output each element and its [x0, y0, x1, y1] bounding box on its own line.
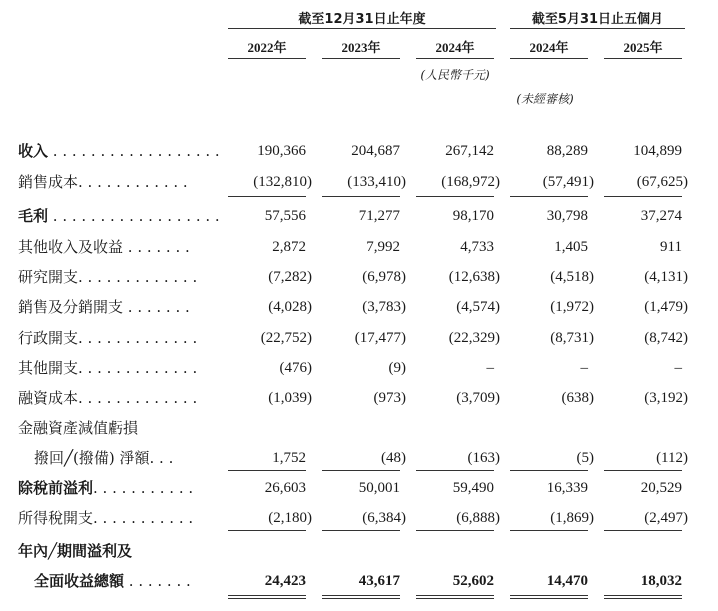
cell-income-tax-2023: (6,384) — [362, 510, 406, 526]
subtotal-rule-2024 — [416, 196, 494, 197]
tax-rule-2025-5m — [604, 530, 682, 531]
cell-revenue-2023: 204,687 — [351, 143, 400, 159]
row-label-gross-profit: 毛利 . . . . . . . . . . . . . . . . . . — [18, 207, 220, 225]
year-underline-2025-5m — [604, 58, 682, 59]
pbt-rule-2025-5m — [604, 470, 682, 471]
total-double-rule-b-2024 — [416, 598, 494, 599]
total-double-rule-b-2025-5m — [604, 598, 682, 599]
year-header-2023: 2023年 — [341, 40, 381, 55]
cell-pbt-2025-5m: 20,529 — [640, 480, 682, 496]
year-header-2024: 2024年 — [435, 40, 475, 55]
cell-cost-of-sales-2023: (133,410) — [347, 174, 406, 190]
cell-pbt-2023: 50,001 — [358, 480, 400, 496]
year-underline-2022 — [228, 58, 306, 59]
cell-finance-costs-2025-5m: (3,192) — [644, 390, 688, 406]
cell-other-expenses-2023: (9) — [388, 360, 406, 376]
year-header-2022: 2022年 — [247, 40, 287, 55]
pbt-rule-2024 — [416, 470, 494, 471]
total-double-rule-a-2023 — [322, 595, 400, 596]
cell-cost-of-sales-2024: (168,972) — [441, 174, 500, 190]
pbt-rule-2024-5m — [510, 470, 588, 471]
row-label-cost-of-sales: 銷售成本. . . . . . . . . . . . — [18, 173, 188, 191]
row-label-impairment-line1: 金融資產減值虧損 — [18, 419, 139, 437]
cell-total-2024: 52,602 — [452, 573, 494, 589]
cell-other-expenses-2024: – — [486, 360, 494, 376]
tax-rule-2024-5m — [510, 530, 588, 531]
cell-other-expenses-2025-5m: – — [674, 360, 682, 376]
total-double-rule-b-2024-5m — [510, 598, 588, 599]
tax-rule-2023 — [322, 530, 400, 531]
row-label-other-expenses: 其他開支. . . . . . . . . . . . . — [18, 359, 198, 377]
cell-revenue-2025-5m: 104,899 — [633, 143, 682, 159]
pbt-rule-2022 — [228, 470, 306, 471]
cell-selling-2023: (3,783) — [362, 299, 406, 315]
subtotal-rule-2023 — [322, 196, 400, 197]
cell-other-expenses-2022: (476) — [279, 360, 312, 376]
header-group-five-months-underline — [510, 28, 685, 29]
year-header-2024-5m: 2024年 — [529, 40, 569, 55]
cell-gross-profit-2023: 71,277 — [358, 208, 400, 224]
cell-finance-costs-2024: (3,709) — [456, 390, 500, 406]
cell-revenue-2024-5m: 88,289 — [546, 143, 588, 159]
cell-gross-profit-2025-5m: 37,274 — [640, 208, 682, 224]
row-label-total-comprehensive-line1: 年內╱期間溢利及 — [18, 542, 133, 560]
header-group-five-months: 截至5月31日止五個月 — [531, 12, 664, 27]
cell-other-income-2023: 7,992 — [366, 239, 400, 255]
cell-total-2023: 43,617 — [358, 573, 400, 589]
cell-selling-2022: (4,028) — [268, 299, 312, 315]
cell-cost-of-sales-2024-5m: (57,491) — [542, 174, 594, 190]
cell-gross-profit-2022: 57,556 — [264, 208, 306, 224]
tax-rule-2024 — [416, 530, 494, 531]
row-label-profit-before-tax: 除稅前溢利. . . . . . . . . . . — [18, 479, 194, 497]
cell-rd-2022: (7,282) — [268, 269, 312, 285]
row-label-income-tax: 所得稅開支. . . . . . . . . . . — [18, 509, 194, 527]
cell-rd-2024: (12,638) — [448, 269, 500, 285]
row-label-admin-expenses: 行政開支. . . . . . . . . . . . . — [18, 329, 198, 347]
cell-other-income-2022: 2,872 — [272, 239, 306, 255]
header-group-fiscal-year-underline — [228, 28, 496, 29]
cell-impairment-2024: (163) — [467, 450, 500, 466]
cell-income-tax-2022: (2,180) — [268, 510, 312, 526]
cell-admin-2024: (22,329) — [448, 330, 500, 346]
row-label-rd-expenses: 研究開支. . . . . . . . . . . . . — [18, 268, 198, 286]
year-underline-2023 — [322, 58, 400, 59]
cell-revenue-2022: 190,366 — [257, 143, 306, 159]
pbt-rule-2023 — [322, 470, 400, 471]
cell-impairment-2025-5m: (112) — [656, 450, 688, 466]
subtotal-rule-2024-5m — [510, 196, 588, 197]
row-label-finance-costs: 融資成本. . . . . . . . . . . . . — [18, 389, 198, 407]
cell-impairment-2023: (48) — [381, 450, 406, 466]
cell-income-tax-2024: (6,888) — [456, 510, 500, 526]
cell-cost-of-sales-2022: (132,810) — [253, 174, 312, 190]
total-double-rule-b-2022 — [228, 598, 306, 599]
cell-selling-2024: (4,574) — [456, 299, 500, 315]
cell-pbt-2024: 59,490 — [452, 480, 494, 496]
subtotal-rule-2022 — [228, 196, 306, 197]
cell-income-tax-2025-5m: (2,497) — [644, 510, 688, 526]
total-double-rule-a-2024 — [416, 595, 494, 596]
unit-note: (人民幣千元) — [420, 68, 490, 82]
cell-impairment-2024-5m: (5) — [576, 450, 594, 466]
cell-finance-costs-2024-5m: (638) — [561, 390, 594, 406]
cell-income-tax-2024-5m: (1,869) — [550, 510, 594, 526]
cell-impairment-2022: 1,752 — [272, 450, 306, 466]
cell-rd-2024-5m: (4,518) — [550, 269, 594, 285]
cell-pbt-2022: 26,603 — [264, 480, 306, 496]
cell-gross-profit-2024-5m: 30,798 — [546, 208, 588, 224]
unaudited-note: (未經審核) — [516, 92, 574, 106]
cell-pbt-2024-5m: 16,339 — [546, 480, 588, 496]
cell-total-2022: 24,423 — [264, 573, 306, 589]
cell-total-2025-5m: 18,032 — [640, 573, 682, 589]
cell-admin-2024-5m: (8,731) — [550, 330, 594, 346]
row-label-revenue: 收入 . . . . . . . . . . . . . . . . . . — [18, 142, 220, 160]
year-underline-2024-5m — [510, 58, 588, 59]
total-double-rule-b-2023 — [322, 598, 400, 599]
cell-revenue-2024: 267,142 — [445, 143, 494, 159]
cell-other-income-2024-5m: 1,405 — [554, 239, 588, 255]
cell-finance-costs-2023: (973) — [373, 390, 406, 406]
cell-rd-2025-5m: (4,131) — [644, 269, 688, 285]
total-double-rule-a-2022 — [228, 595, 306, 596]
cell-finance-costs-2022: (1,039) — [268, 390, 312, 406]
cell-total-2024-5m: 14,470 — [546, 573, 588, 589]
header-group-fiscal-year: 截至12月31日止年度 — [298, 12, 426, 27]
total-double-rule-a-2025-5m — [604, 595, 682, 596]
cell-rd-2023: (6,978) — [362, 269, 406, 285]
tax-rule-2022 — [228, 530, 306, 531]
cell-other-income-2025-5m: 911 — [660, 239, 682, 255]
subtotal-rule-2025-5m — [604, 196, 682, 197]
cell-selling-2025-5m: (1,479) — [644, 299, 688, 315]
year-header-2025-5m: 2025年 — [623, 40, 663, 55]
row-label-selling-expenses: 銷售及分銷開支 . . . . . . . — [18, 298, 190, 316]
row-label-total-comprehensive-line2: 全面收益總額 . . . . . . . — [34, 572, 191, 590]
cell-admin-2023: (17,477) — [354, 330, 406, 346]
cell-other-expenses-2024-5m: – — [580, 360, 588, 376]
total-double-rule-a-2024-5m — [510, 595, 588, 596]
year-underline-2024 — [416, 58, 494, 59]
cell-admin-2022: (22,752) — [260, 330, 312, 346]
row-label-impairment-line2: 撥回╱(撥備) 淨額. . . — [34, 449, 174, 467]
cell-admin-2025-5m: (8,742) — [644, 330, 688, 346]
cell-cost-of-sales-2025-5m: (67,625) — [636, 174, 688, 190]
row-label-other-income: 其他收入及收益 . . . . . . . — [18, 238, 190, 256]
cell-gross-profit-2024: 98,170 — [452, 208, 494, 224]
cell-selling-2024-5m: (1,972) — [550, 299, 594, 315]
cell-other-income-2024: 4,733 — [460, 239, 494, 255]
